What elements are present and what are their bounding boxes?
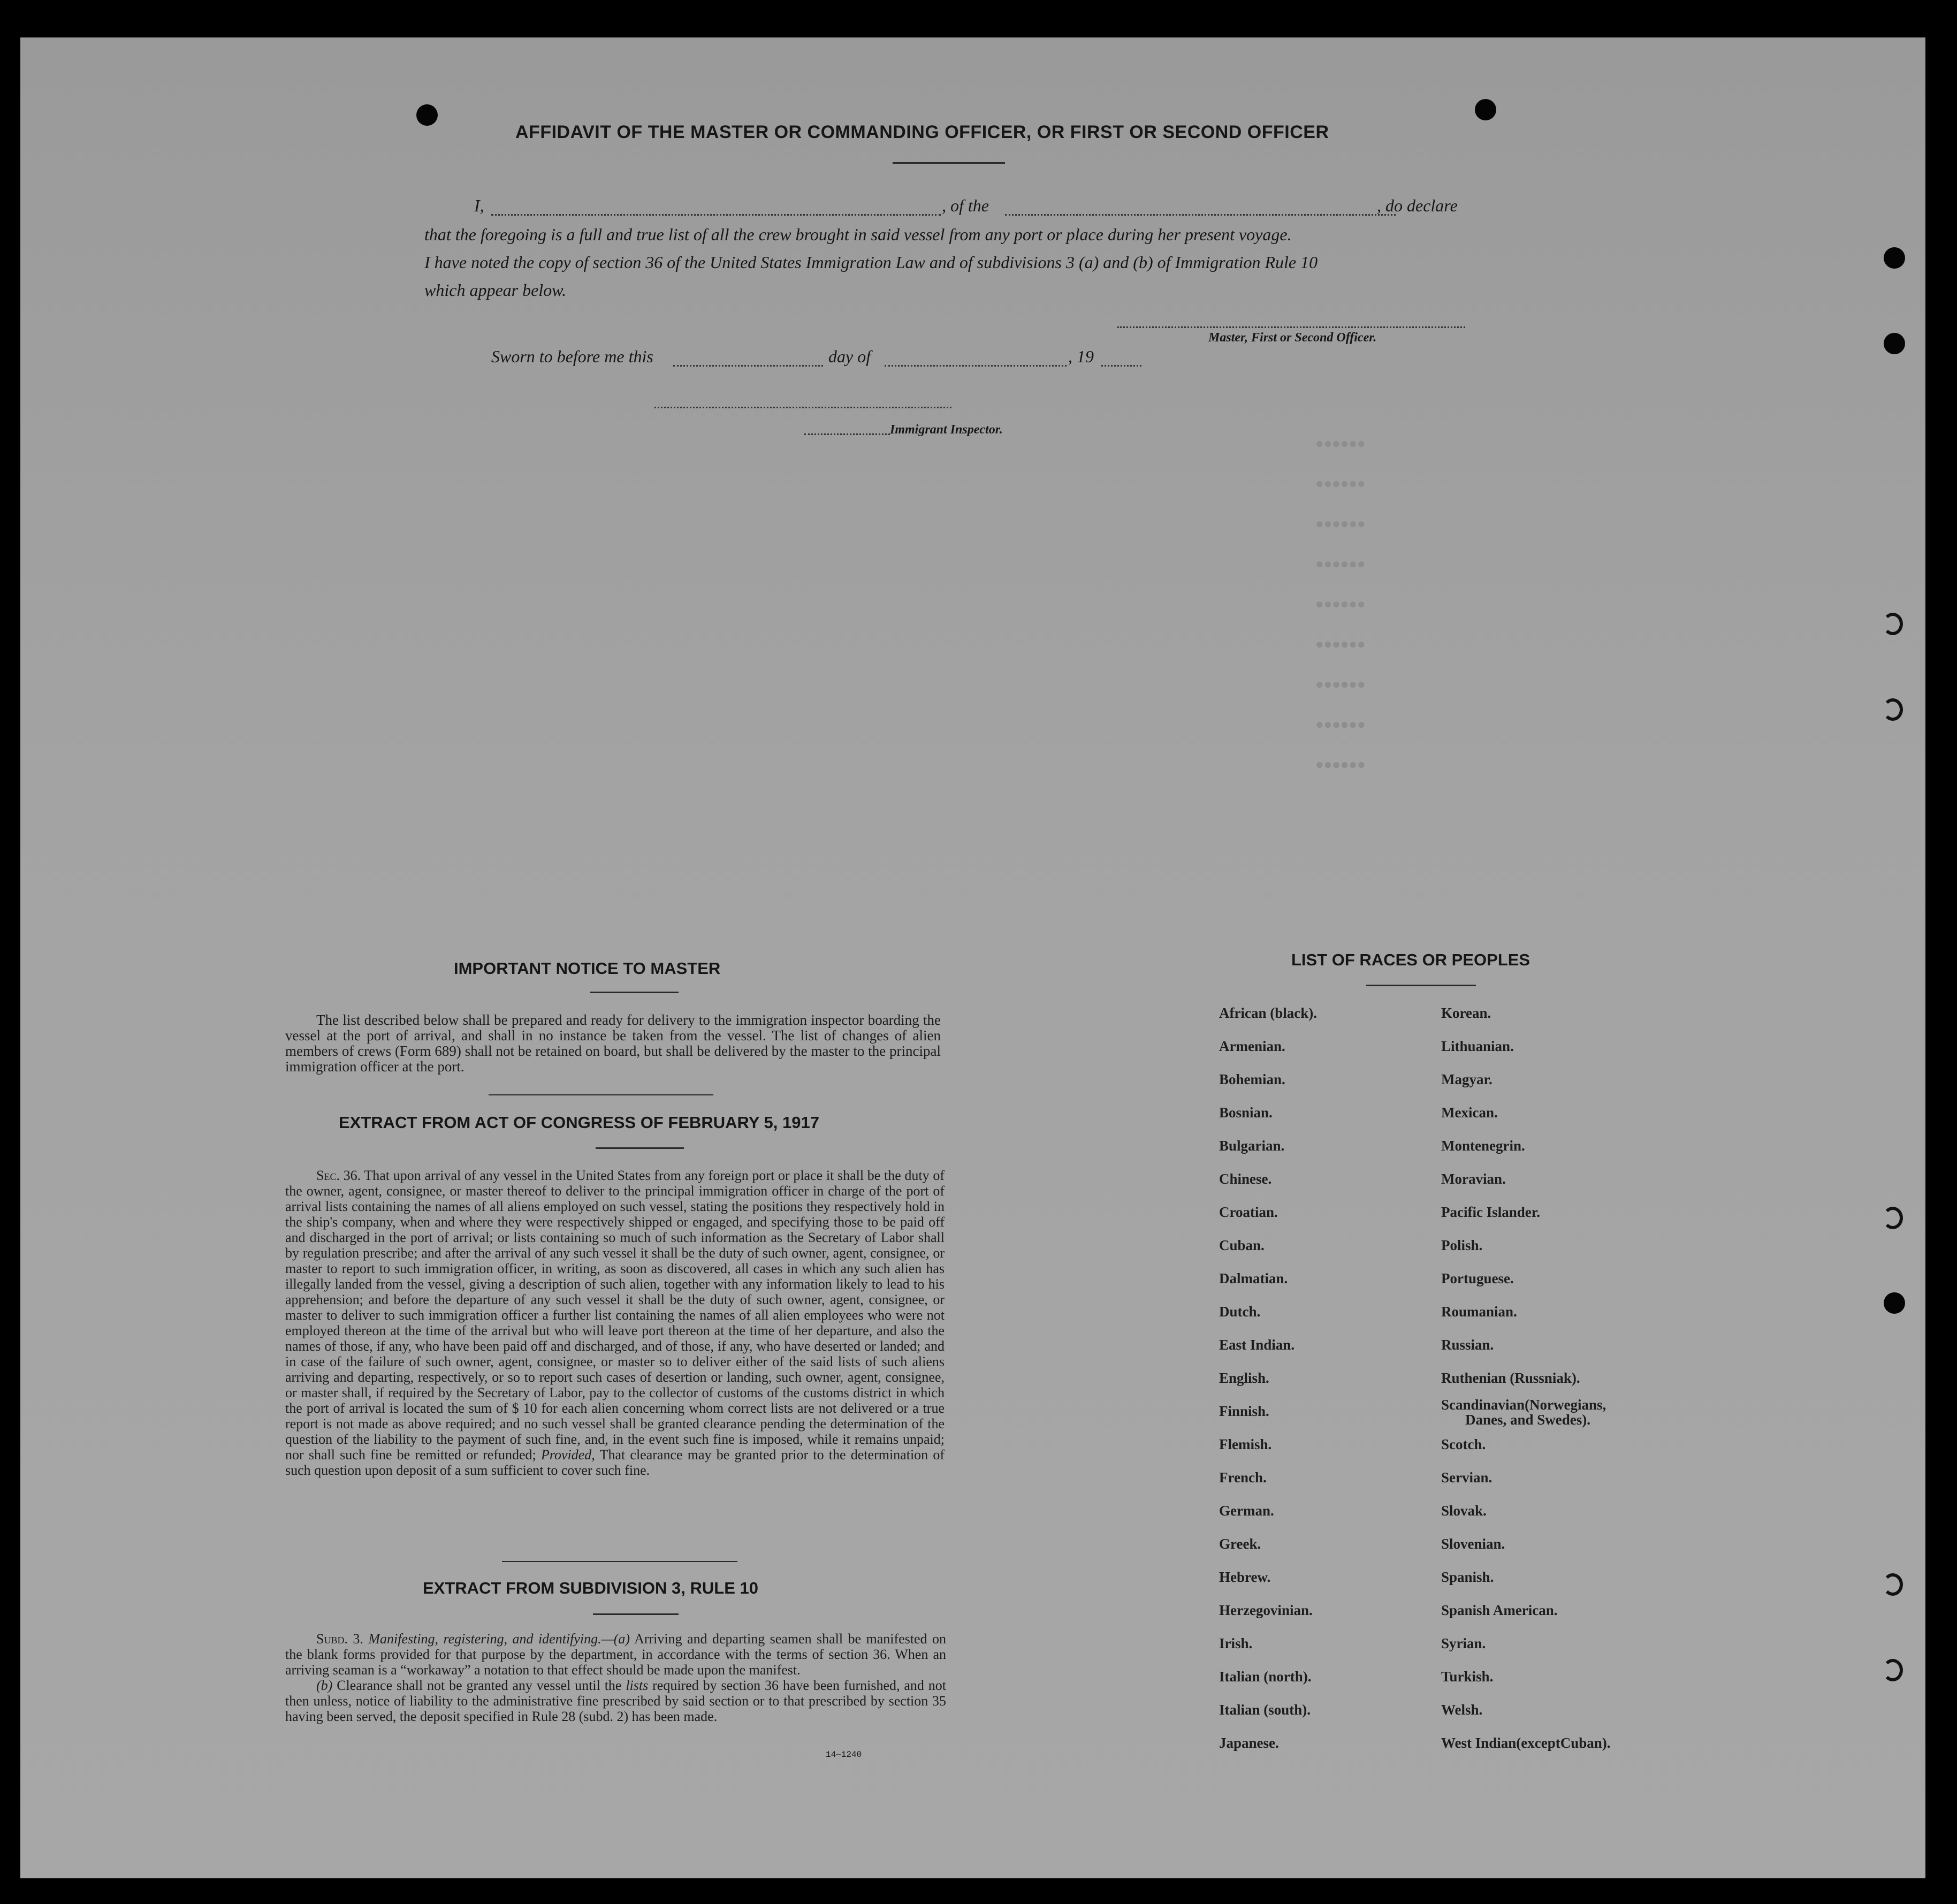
race-item: Polish.	[1441, 1237, 1483, 1253]
extract-act-title: EXTRACT FROM ACT OF CONGRESS OF FEBRUARY 5, 1917	[339, 1113, 819, 1132]
race-item-continuation: Danes, and Swedes).	[1465, 1412, 1591, 1428]
subd-3-label: Subd. 3.	[316, 1631, 363, 1647]
form-page: ●●●●●● ●●●●●● ●●●●●● ●●●●●● ●●●●●● ●●●●●● ●●●●●● ●●●●●● ●●●●●● AFFIDAVIT OF THE MASTER OR COMMANDING OFFICER, OR FIRST OR SECOND OFFICER I, , of the , do declare that the foregoing is a full and true list of all the crew brought in said vessel from any port or place during her present voyage. I have noted the copy of section 36 of the United States Immigration Law and of subdivisions 3 (a) and (b) of Immigration Rule 10 which appear below. Master, First or Second Officer. Sworn to before me this day of , 19 Immigrant Inspector. IMPORTANT NOTICE TO MASTER The list described below shall be prepared and ready for delivery to the immigration inspector boarding the vessel at the port of arrival, and shall in no instance be taken from the vessel. The list of changes of alien members of crews (Form 689) shall not be retained on board, but shall be delivered by the master to the principal immigration officer at the port. EXTRACT FROM ACT OF CONGRESS OF FEBRUARY 5, 1917 Sec. 36. That upon arrival of any vessel in the United States from any foreign port or place it shall be the duty of the owner, agent, consignee, or master thereof to deliver to the principal immigration officer in charge of the port of arrival lists containing the names of all aliens employed on such vessel, stating the positions they respectively hold in the ship's company, when and where they were respectively shipped or engaged, and specifying those to be paid off and discharged in the port of arrival; or lists containing so much of such information as the Secretary of Labor shall by regulation prescribe; and after the arrival of any such vessel it shall be the duty of such owner, agent, consignee, or master to report to such immigration officer, in writing, as soon as discovered, all cases in which any such alien has illegally landed from the vessel, giving a description of such alien, together with any information likely to lead to his apprehension; and before the departure of any such vessel it shall be the duty of such owner, agent, consignee, or master to deliver to such immigration officer a further list containing the names of all alien employees who were not employed thereon at the time of the arrival but who will leave port thereon at the time of her departure, and also the names of those, if any, who have been paid off and discharged, and of those, if any, who have deserted or landed; and in case of the failure of such owner, agent, consignee, or master so to deliver either of the said lists of such aliens arriving and departing, respectively, or so to report such cases of desertion or landing, such owner, agent, consignee, or master shall, if required by the Secretary of Labor, pay to the collector of customs of the customs district in which the port of arrival is located the sum of $ 10 for each alien concerning whom correct lists are not delivered or a true report is not made as above required; and no such vessel shall be granted clearance pending the determination of the question of the liability to the payment of such fine, and, in the event such fine is imposed, while it remains unpaid; nor shall such fine be remitted or refunded; Provided, That clearance may be granted prior to the determination of such question upon deposit of a sum sufficient to cover such fine. EXTRACT FROM SUBDIVISION 3, RULE 10 Subd. 3. Manifesting, registering, and identifying.—(a) Arriving and departing seamen shall be manifested on the blank forms provided for that purpose by the department, in accordance with the terms of section 36. When an arriving seaman is a “workaway” a notation to that effect should be made upon the manifest. (b) Clearance shall not be granted any vessel until the lists required by section 36 have been furnished, and not then unless, notice of liability to the administrative fine prescribed by said section or to that prescribed by section 35 having been served, the deposit specified in Rule 28 (subd. 2) has been made. 14—1240 LIST OF RACES OR PEOPLES African (black). Armenian. Bohemian. Bosnian. Bulgarian. Chinese. Croatian. Cuban. Dalmatian. Dutch. East Indian. English. Finnish. Flemish. French. German. Greek. Hebrew. Herzegovinian. Irish. Italian (north). Italian (south). Japanese. Korean. Lithuanian. Magyar. Mexican. Montenegrin. Moravian. Pacific Islander. Polish. Portuguese. Roumanian. Russian. Ruthenian (Russniak). Scandinavian(Norwegians, Danes, and Swedes). Scotch. Servian. Slovak. Slovenian. Spanish. Spanish American. Syrian. Turkish. Welsh. West Indian(exceptCuban).	[20, 37, 1925, 1878]
sec-36-label: Sec. 36.	[316, 1168, 361, 1183]
race-item: Syrian.	[1441, 1635, 1486, 1651]
race-item: Slovenian.	[1441, 1536, 1505, 1552]
name-field-line	[491, 214, 941, 216]
race-item: Finnish.	[1219, 1403, 1269, 1419]
race-item: African (black).	[1219, 1005, 1317, 1021]
race-item: Greek.	[1219, 1536, 1261, 1552]
subd-3-para-a: Arriving and departing seamen shall be manifested on the blank forms provided for that purpose by the department, in accordance with the terms of section 36. When an arriving seaman is a “workaway” a notation to that effect should be made upon the manifest.	[285, 1631, 947, 1678]
sworn-day-line	[673, 365, 823, 367]
affidavit-i-label: I,	[474, 196, 484, 215]
race-item: English.	[1219, 1370, 1269, 1386]
day-of-label: day of	[828, 347, 871, 366]
subd-b-lists: lists	[626, 1678, 649, 1693]
race-item: Korean.	[1441, 1005, 1491, 1021]
race-item: Chinese.	[1219, 1171, 1272, 1187]
master-signature-line	[1117, 326, 1465, 328]
race-item: Lithuanian.	[1441, 1038, 1514, 1054]
extract-rule-title: EXTRACT FROM SUBDIVISION 3, RULE 10	[423, 1579, 758, 1597]
vessel-field-line	[1005, 214, 1396, 216]
race-item: Portuguese.	[1441, 1270, 1514, 1286]
race-item: Armenian.	[1219, 1038, 1285, 1054]
punch-hole	[1884, 247, 1905, 269]
race-item: German.	[1219, 1503, 1274, 1519]
race-item: Dalmatian.	[1219, 1270, 1288, 1286]
race-item: French.	[1219, 1469, 1267, 1486]
race-item: Italian (north).	[1219, 1669, 1312, 1685]
extract-rule-underline	[593, 1613, 679, 1615]
race-item: Scandinavian(Norwegians,	[1441, 1397, 1606, 1413]
race-item: Roumanian.	[1441, 1304, 1517, 1320]
punch-hole	[1884, 333, 1905, 354]
race-item: Scotch.	[1441, 1436, 1486, 1452]
extract-act-body	[285, 1168, 945, 1478]
sworn-label: Sworn to before me this	[491, 347, 653, 366]
punch-hole	[1883, 1659, 1903, 1681]
races-title: LIST OF RACES OR PEOPLES	[1291, 950, 1530, 969]
races-underline	[1366, 985, 1476, 986]
inspector-caption: Immigrant Inspector.	[890, 423, 1003, 437]
race-item: Magyar.	[1441, 1071, 1493, 1087]
sworn-year-line	[1101, 365, 1141, 367]
race-item: Turkish.	[1441, 1669, 1494, 1685]
section-divider	[502, 1561, 737, 1562]
race-item: Ruthenian (Russniak).	[1441, 1370, 1580, 1386]
subd-3-heading: Manifesting, registering, and identifying.—(a)	[368, 1631, 630, 1647]
inspector-caption-lead	[804, 433, 890, 435]
race-item: Japanese.	[1219, 1735, 1279, 1751]
provided-label: Provided,	[540, 1447, 595, 1463]
race-item: Spanish American.	[1441, 1602, 1558, 1618]
race-item: Montenegrin.	[1441, 1138, 1525, 1154]
race-item: Flemish.	[1219, 1436, 1272, 1452]
master-caption: Master, First or Second Officer.	[1208, 331, 1377, 345]
race-item: East Indian.	[1219, 1337, 1295, 1353]
race-item: Irish.	[1219, 1635, 1253, 1651]
race-item: Croatian.	[1219, 1204, 1278, 1220]
subd-b-text-1: Clearance shall not be granted any vessel until the	[337, 1678, 622, 1693]
race-item: Bulgarian.	[1219, 1138, 1285, 1154]
punch-hole	[1883, 1573, 1903, 1596]
punch-hole	[1883, 613, 1903, 635]
punch-hole	[1884, 1292, 1905, 1314]
race-item: Bohemian.	[1219, 1071, 1285, 1087]
race-item: Spanish.	[1441, 1569, 1494, 1585]
affidavit-line-2: that the foregoing is a full and true list of all the crew brought in said vessel from any port or place during her present voyage.	[424, 225, 1292, 244]
race-item: Servian.	[1441, 1469, 1493, 1486]
punch-hole	[1883, 1207, 1903, 1229]
punch-hole	[416, 104, 438, 126]
race-item: West Indian(exceptCuban).	[1441, 1735, 1611, 1751]
affidavit-title: AFFIDAVIT OF THE MASTER OR COMMANDING OFFICER, OR FIRST OR SECOND OFFICER	[515, 122, 1329, 142]
race-item: Russian.	[1441, 1337, 1494, 1353]
section-divider	[489, 1094, 713, 1095]
sec-36-text: That upon arrival of any vessel in the United States from any foreign port or place it shall be the duty of the owner, agent, consignee, or master thereof to deliver to the principal immigration officer in charge of the port of arrival lists containing the names of all aliens employed on such vessel, stating the positions they respectively hold in the ship's company, when and where they were respectively shipped or engaged, and specifying those to be paid off and discharged in the port of arrival; or lists containing so much of such information as the Secretary of Labor shall by regulation prescribe; and after the arrival of any such vessel it shall be the duty of such owner, agent, consignee, or master to report to such immigration officer, in writing, as soon as discovered, all cases in which any such alien has illegally landed from the vessel, giving a description of such alien, together with any information likely to lead to his apprehension; and before the departure of any such vessel it shall be the duty of such owner, agent, consignee, or master to deliver to such immigration officer a further list containing the names of all alien employees who were not employed thereon at the time of the arrival but who will leave port thereon at the time of her departure, and also the names of those, if any, who have been paid off and discharged, and of those, if any, who have deserted or landed; and in case of the failure of such owner, agent, consignee, or master so to deliver either of the said lists of such aliens arriving and departing, respectively, or so to report such cases of desertion or landing, such owner, agent, consignee, or master shall, if required by the Secretary of Labor, pay to the collector of customs of the customs district in which the port of arrival is located the sum of $ 10 for each alien concerning whom correct lists are not delivered or a true report is not made as above required; and no such vessel shall be granted clearance pending the determination of the question of the liability to the payment of such fine, and, in the event such fine is imposed, while it remains unpaid; nor shall such fine be remitted or refunded;	[285, 1168, 945, 1463]
subd-b-label: (b)	[316, 1678, 333, 1693]
affidavit-of-the-label: , of the	[942, 196, 989, 215]
affidavit-declare-label: , do declare	[1377, 196, 1458, 215]
affidavit-line-4: which appear below.	[424, 280, 567, 300]
subd-b-text-2: required by section 36 have been furnished, and not then unless, notice of liability to the administrative fine prescribed by said section or to that prescribed by section 35 having been served, the deposit specified in Rule 28 (subd. 2) has been made.	[285, 1678, 946, 1724]
notice-body-text: The list described below shall be prepared and ready for delivery to the immigration inspector boarding the vessel at the port of arrival, and shall in no instance be taken from the vessel. The list of changes of alien members of crews (Form 689) shall not be retained on board, but shall be delivered by the master to the principal immigration officer at the port.	[285, 1012, 941, 1075]
year-label: , 19	[1068, 347, 1094, 366]
notice-title: IMPORTANT NOTICE TO MASTER	[454, 959, 721, 978]
sworn-month-line	[885, 365, 1067, 367]
punch-hole	[1475, 99, 1496, 120]
race-item: Cuban.	[1219, 1237, 1265, 1253]
extract-act-underline	[596, 1147, 684, 1149]
race-item: Italian (south).	[1219, 1702, 1311, 1718]
race-item: Mexican.	[1441, 1105, 1498, 1121]
race-item: Pacific Islander.	[1441, 1204, 1540, 1220]
race-item: Dutch.	[1219, 1304, 1261, 1320]
race-item: Bosnian.	[1219, 1105, 1273, 1121]
notice-underline	[590, 992, 679, 993]
punch-hole	[1883, 698, 1903, 721]
form-number: 14—1240	[826, 1750, 862, 1760]
race-item: Hebrew.	[1219, 1569, 1271, 1585]
race-item: Welsh.	[1441, 1702, 1483, 1718]
race-item: Moravian.	[1441, 1171, 1506, 1187]
race-item: Herzegovinian.	[1219, 1602, 1313, 1618]
extract-rule-body	[285, 1631, 946, 1724]
provided-text: That clearance may be granted prior to the determination of such question upon deposit of a sum sufficient to cover such fine.	[285, 1447, 945, 1478]
title-underline	[893, 162, 1005, 164]
inspector-signature-line	[654, 407, 951, 408]
notice-body	[285, 1012, 941, 1075]
affidavit-line-3: I have noted the copy of section 36 of the United States Immigration Law and of subdivisions 3 (a) and (b) of Immigration Rule 10	[424, 253, 1318, 272]
race-item: Slovak.	[1441, 1503, 1487, 1519]
